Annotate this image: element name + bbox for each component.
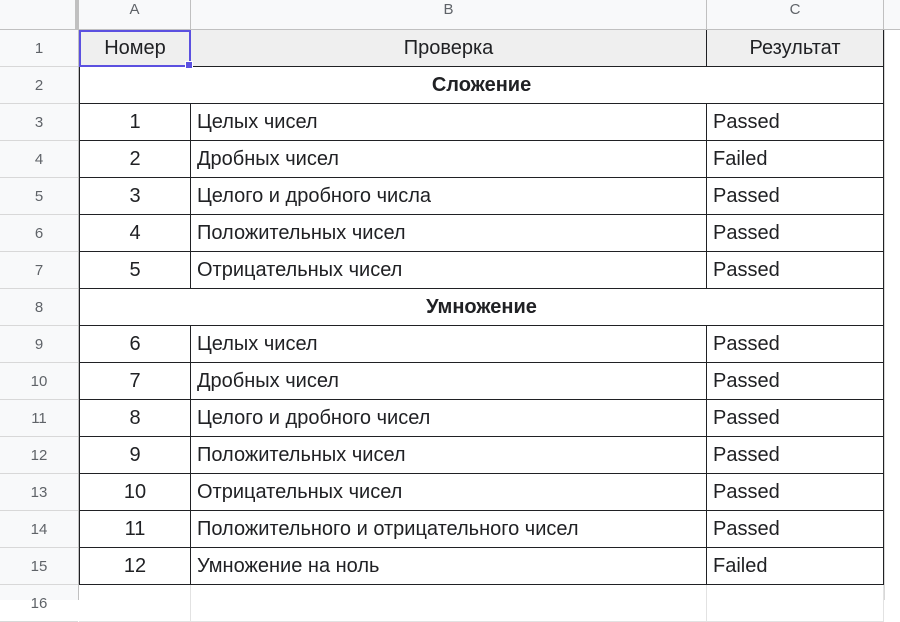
- test-check-cell[interactable]: Отрицательных чисел: [191, 474, 707, 511]
- test-result-cell[interactable]: Passed: [707, 474, 884, 511]
- test-check-cell[interactable]: Отрицательных чисел: [191, 252, 707, 289]
- row-header-column: [0, 30, 79, 612]
- test-number-cell[interactable]: 8: [79, 400, 191, 437]
- row-header-11[interactable]: 11: [0, 400, 78, 437]
- empty-cell[interactable]: [191, 585, 707, 622]
- column-header-c[interactable]: C: [707, 0, 884, 29]
- row-header-5[interactable]: 5: [0, 178, 78, 215]
- test-number-cell[interactable]: 4: [79, 215, 191, 252]
- row-header-16[interactable]: 16: [0, 585, 78, 622]
- test-check-cell[interactable]: Положительных чисел: [191, 437, 707, 474]
- test-result-cell[interactable]: Passed: [707, 511, 884, 548]
- test-check-cell[interactable]: Положительного и отрицательного чисел: [191, 511, 707, 548]
- row-header-6[interactable]: 6: [0, 215, 78, 252]
- test-number-cell[interactable]: 7: [79, 363, 191, 400]
- test-result-cell[interactable]: Passed: [707, 215, 884, 252]
- test-check-cell[interactable]: Положительных чисел: [191, 215, 707, 252]
- test-result-cell[interactable]: Passed: [707, 437, 884, 474]
- test-result-cell[interactable]: Failed: [707, 548, 884, 585]
- column-header-bar: [0, 0, 900, 30]
- test-number-cell[interactable]: 6: [79, 326, 191, 363]
- test-check-cell[interactable]: Дробных чисел: [191, 141, 707, 178]
- test-number-cell[interactable]: 1: [79, 104, 191, 141]
- header-check-cell[interactable]: Проверка: [191, 30, 707, 67]
- header-result-cell[interactable]: Результат: [707, 30, 884, 67]
- test-number-cell[interactable]: 3: [79, 178, 191, 215]
- select-all-corner[interactable]: [0, 0, 79, 29]
- row-header-9[interactable]: 9: [0, 326, 78, 363]
- row-header-14[interactable]: 14: [0, 511, 78, 548]
- row-header-1[interactable]: 1: [0, 30, 78, 67]
- test-number-cell[interactable]: 10: [79, 474, 191, 511]
- fill-handle[interactable]: [185, 61, 193, 69]
- column-header-b[interactable]: B: [191, 0, 707, 29]
- test-number-cell[interactable]: 5: [79, 252, 191, 289]
- column-header-a[interactable]: A: [79, 0, 191, 29]
- cell-grid: [79, 30, 900, 600]
- row-header-4[interactable]: 4: [0, 141, 78, 178]
- row-header-8[interactable]: 8: [0, 289, 78, 326]
- row-header-2[interactable]: 2: [0, 67, 78, 104]
- test-check-cell[interactable]: Целого и дробного числа: [191, 178, 707, 215]
- test-check-cell[interactable]: Целых чисел: [191, 104, 707, 141]
- test-check-cell[interactable]: Умножение на ноль: [191, 548, 707, 585]
- test-check-cell[interactable]: Дробных чисел: [191, 363, 707, 400]
- test-check-cell[interactable]: Целого и дробного чисел: [191, 400, 707, 437]
- empty-cell[interactable]: [79, 585, 191, 622]
- test-number-cell[interactable]: 9: [79, 437, 191, 474]
- test-result-cell[interactable]: Passed: [707, 363, 884, 400]
- test-result-cell[interactable]: Passed: [707, 178, 884, 215]
- header-number-cell[interactable]: Номер: [79, 30, 191, 67]
- test-result-cell[interactable]: Passed: [707, 326, 884, 363]
- test-result-cell[interactable]: Passed: [707, 252, 884, 289]
- test-check-cell[interactable]: Целых чисел: [191, 326, 707, 363]
- row-header-13[interactable]: 13: [0, 474, 78, 511]
- test-number-cell[interactable]: 11: [79, 511, 191, 548]
- test-result-cell[interactable]: Passed: [707, 104, 884, 141]
- row-header-10[interactable]: 10: [0, 363, 78, 400]
- test-result-cell[interactable]: Passed: [707, 400, 884, 437]
- section-title-cell[interactable]: Сложение: [79, 67, 884, 104]
- row-header-15[interactable]: 15: [0, 548, 78, 585]
- row-header-3[interactable]: 3: [0, 104, 78, 141]
- column-d-edge: [884, 30, 900, 600]
- row-header-7[interactable]: 7: [0, 252, 78, 289]
- section-title-cell[interactable]: Умножение: [79, 289, 884, 326]
- test-result-cell[interactable]: Failed: [707, 141, 884, 178]
- test-number-cell[interactable]: 2: [79, 141, 191, 178]
- row-header-12[interactable]: 12: [0, 437, 78, 474]
- empty-cell[interactable]: [707, 585, 884, 622]
- test-number-cell[interactable]: 12: [79, 548, 191, 585]
